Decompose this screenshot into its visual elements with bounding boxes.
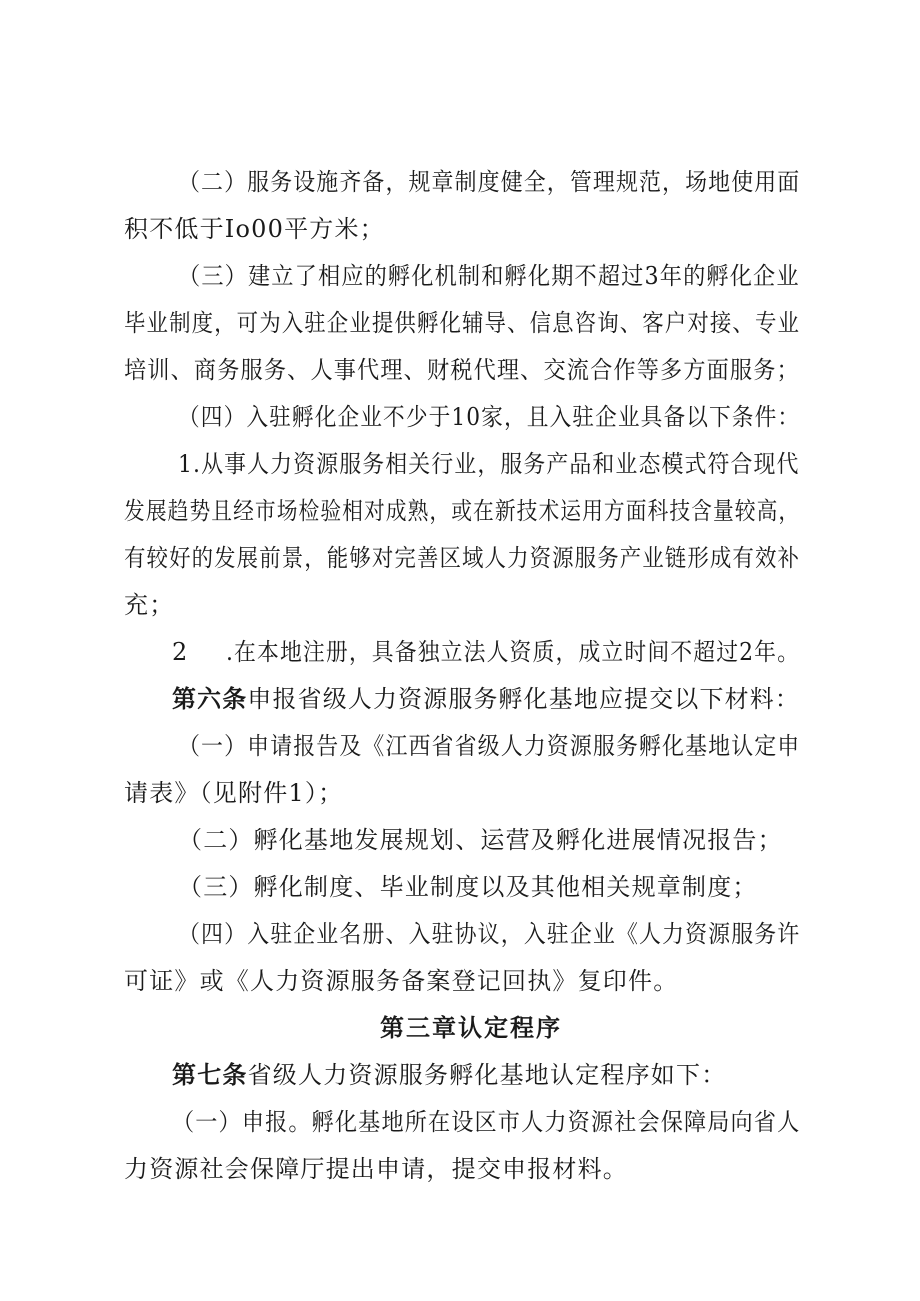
a7-item-1-line-2: 力资源社会保障厅提出申请，提交申报材料。 bbox=[124, 1155, 628, 1183]
article-7-text: 省级人力资源服务孵化基地认定程序如下： bbox=[247, 1061, 727, 1089]
a6-item-2: （二）孵化基地发展规划、运营及孵化进展情况报告； bbox=[178, 826, 783, 854]
incubation-mechanism-line-3: 培训、商务服务、人事代理、财税代理、交流合作等多方面服务； bbox=[124, 356, 800, 384]
a6-item-4-line-2: 可证》或《人力资源服务备案登记回执》复印件。 bbox=[124, 967, 679, 995]
condition-2-text: .在本地注册，具备独立法人资质，成立时间不超过2年。 bbox=[226, 638, 801, 666]
a6-item-1-line-1: （一）申请报告及《江西省省级人力资源服务孵化基地认定申 bbox=[178, 732, 801, 760]
article-6-label: 第六条 bbox=[172, 685, 248, 713]
services-facilities-line-2: 积不低于Io00平方米； bbox=[124, 215, 385, 243]
article-7 bbox=[172, 1061, 726, 1089]
condition-1-line-2: 发展趋势且经市场检验相对成熟，或在新技术运用方面科技含量较高， bbox=[124, 497, 801, 525]
a6-item-4-line-1: （四）入驻企业名册、入驻协议，入驻企业《人力资源服务许 bbox=[178, 920, 801, 948]
condition-1-line-1: 1.从事人力资源服务相关行业，服务产品和业态模式符合现代 bbox=[178, 450, 800, 478]
article-7-label: 第七条 bbox=[172, 1061, 248, 1089]
condition-1-line-3: 有较好的发展前景，能够对完善区域人力资源服务产业链形成有效补 bbox=[124, 544, 801, 572]
incubation-mechanism-line-1: （三）建立了相应的孵化机制和孵化期不超过3年的孵化企业 bbox=[178, 262, 800, 290]
article-6 bbox=[172, 685, 800, 713]
chapter-3-title: 第三章认定程序 bbox=[380, 1014, 562, 1042]
services-facilities-line-1: （二）服务设施齐备，规章制度健全，管理规范，场地使用面 bbox=[178, 168, 801, 196]
condition-1-line-4: 充； bbox=[124, 591, 175, 619]
incubation-mechanism-line-2: 毕业制度，可为入驻企业提供孵化辅导、信息咨询、客户对接、专业 bbox=[124, 309, 801, 337]
a7-item-1-line-1: （一）申报。孵化基地所在设区市人力资源社会保障局向省人 bbox=[172, 1108, 801, 1136]
enterprise-count-line: （四）入驻孵化企业不少于10家，且入驻企业具备以下条件： bbox=[178, 403, 801, 431]
a6-item-1-line-2: 请表》（见附件1）； bbox=[124, 779, 344, 807]
a6-item-3: （三）孵化制度、毕业制度以及其他相关规章制度； bbox=[178, 873, 758, 901]
article-6-text: 申报省级人力资源服务孵化基地应提交以下材料： bbox=[247, 685, 800, 713]
condition-2-number: 2 bbox=[172, 638, 189, 666]
